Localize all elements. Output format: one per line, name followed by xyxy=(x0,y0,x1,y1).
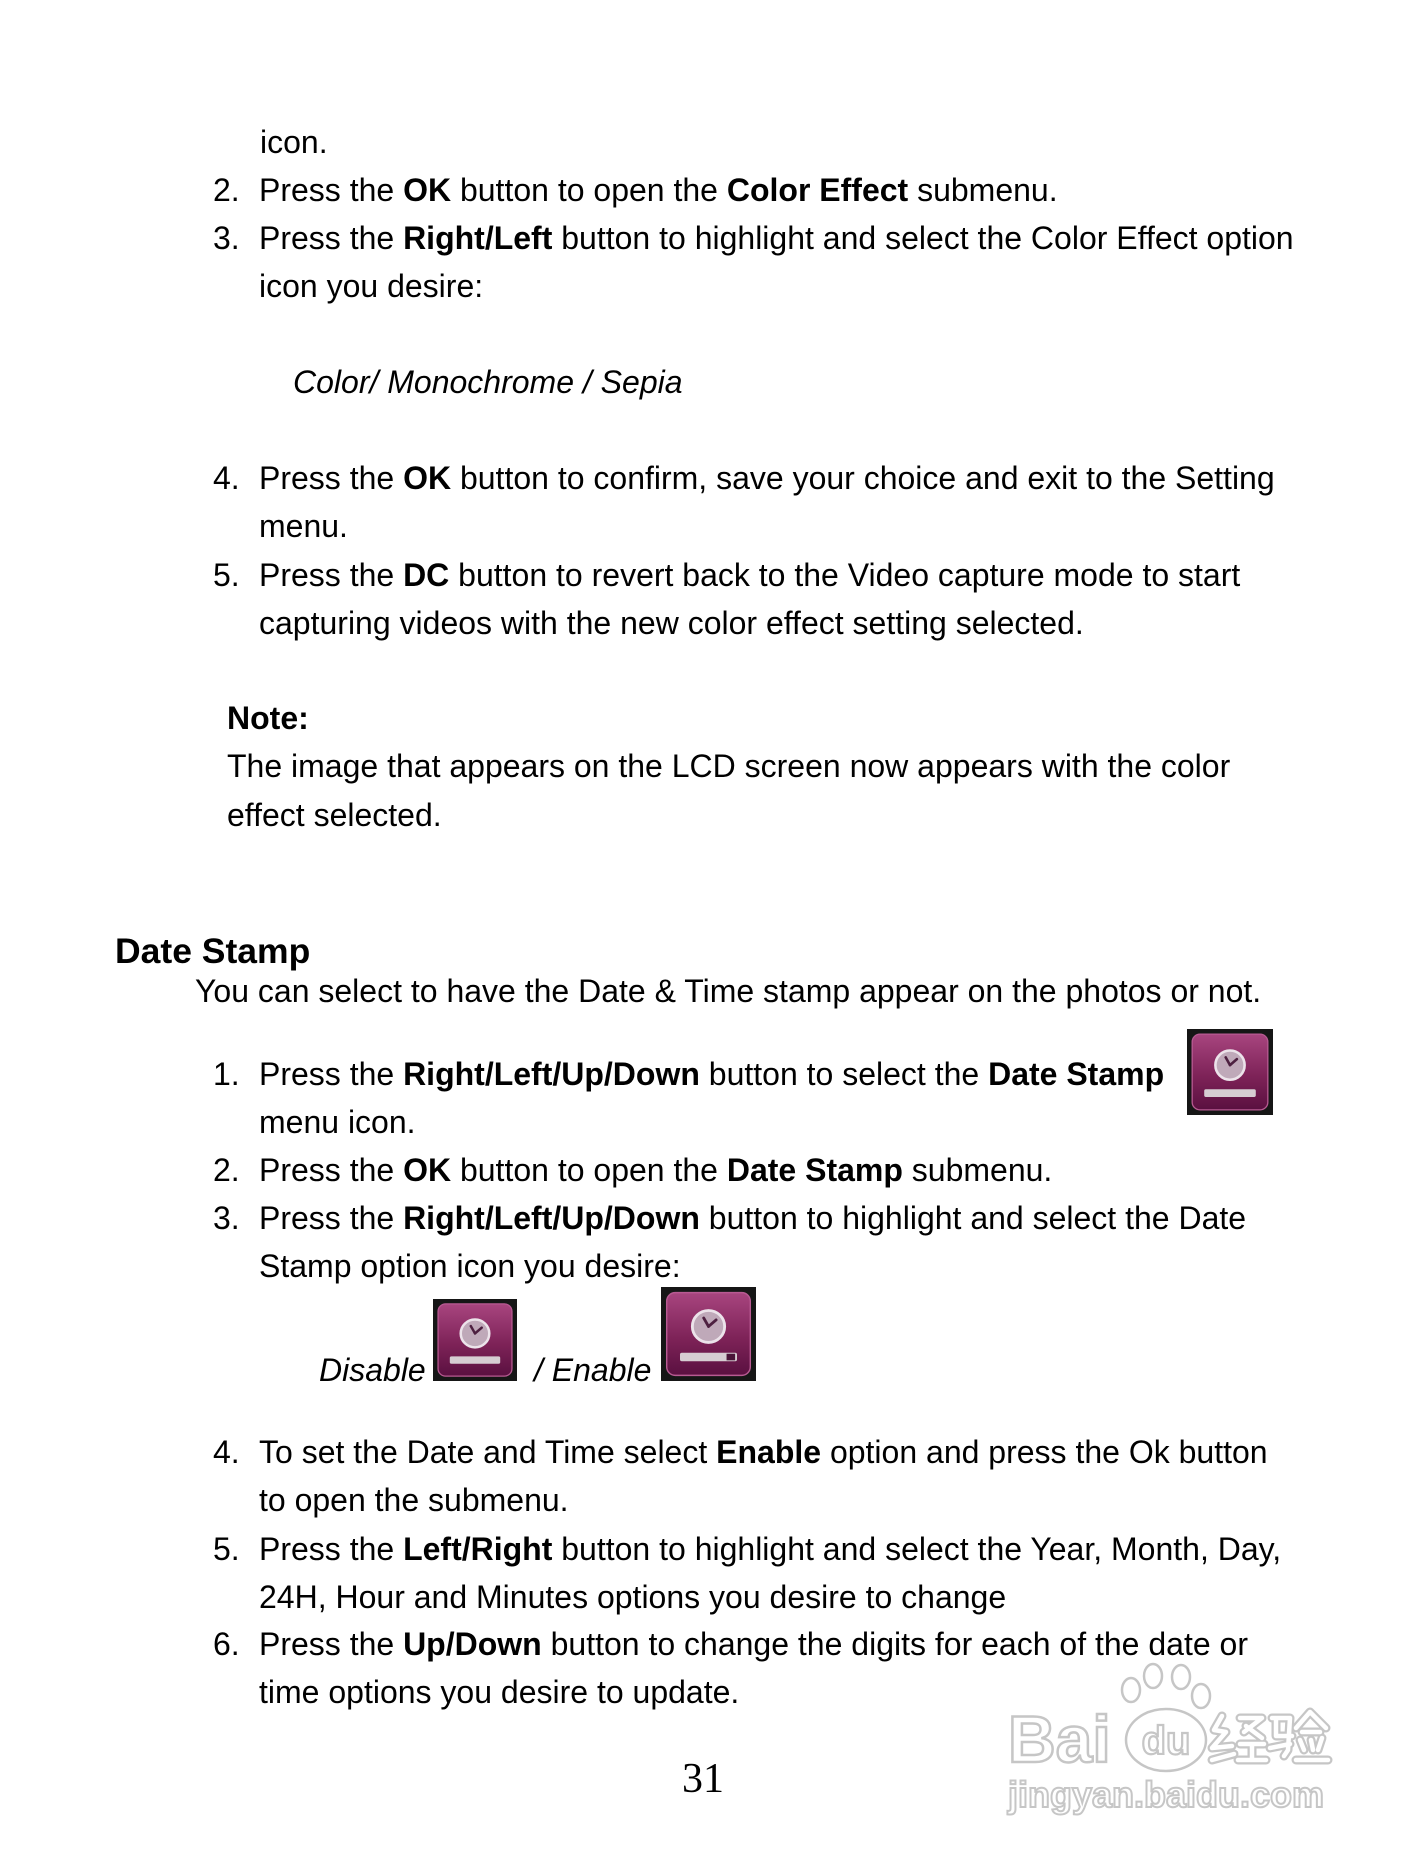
date-stamp-disable-icon-graphic xyxy=(433,1299,517,1381)
step-number: 2. xyxy=(213,1152,240,1188)
bold-term: Right/Left/Up/Down xyxy=(403,1200,700,1236)
text-run: Press the xyxy=(259,1626,404,1662)
option-enable-label: / Enable xyxy=(534,1352,652,1388)
date-stamp-step xyxy=(0,1146,1416,1194)
note-text-line: effect selected. xyxy=(227,797,442,833)
step-number: 6. xyxy=(213,1626,240,1662)
step-number: 3. xyxy=(213,220,240,256)
bold-term: Up/Down xyxy=(403,1626,542,1662)
text-run: menu. xyxy=(259,508,348,544)
step-text-line xyxy=(259,454,1275,502)
bold-term: Left/Right xyxy=(403,1531,553,1567)
text-run: Press the xyxy=(259,1056,404,1092)
step-number: 4. xyxy=(213,1434,240,1470)
step-text-line xyxy=(259,1098,416,1146)
bold-term: DC xyxy=(403,557,450,593)
text-run: Press the xyxy=(259,1200,404,1236)
text-run: button to select the xyxy=(699,1056,989,1092)
date-stamp-enable-icon-graphic xyxy=(661,1287,756,1381)
step-text-line xyxy=(259,1668,739,1716)
date-stamp-disable-icon xyxy=(433,1299,517,1381)
watermark-cn-glyphs xyxy=(1212,1712,1328,1760)
date-stamp-step xyxy=(0,1525,1416,1615)
step-number: 2. xyxy=(213,172,240,208)
text-run: Press the xyxy=(259,172,404,208)
text-run: Press the xyxy=(259,1152,404,1188)
watermark-url: jingyan.baidu.com xyxy=(1008,1774,1325,1815)
text-run: submenu. xyxy=(908,172,1058,208)
text-run: Press the xyxy=(259,220,404,256)
watermark-graphic xyxy=(1000,1660,1340,1830)
step-text-line xyxy=(259,551,1240,599)
step-number: 4. xyxy=(213,460,240,496)
clock-icon xyxy=(461,1320,490,1348)
date-stamp-intro: You can select to have the Date & Time stamp appear on the photos or not. xyxy=(195,973,1262,1009)
step-number: 1. xyxy=(213,1056,240,1092)
text-run: button to open the xyxy=(451,172,727,208)
step-number: 5. xyxy=(213,557,240,593)
text-run: button to highlight and select the Color Effect option xyxy=(552,220,1294,256)
text-run: button to confirm, save your choice and exit to the Setting xyxy=(451,460,1275,496)
step-text-line xyxy=(259,166,1058,214)
text-run: Press the xyxy=(259,460,404,496)
bold-term: Right/Left xyxy=(403,220,553,256)
text-run: button to highlight and select the Date xyxy=(699,1200,1247,1236)
watermark-brand-paw-text: du xyxy=(1141,1719,1191,1763)
stamp-bar xyxy=(1204,1089,1256,1097)
color-effect-options: Color/ Monochrome / Sepia xyxy=(293,364,683,400)
text-run: button to change the digits for each of the date or xyxy=(541,1626,1248,1662)
clock-icon xyxy=(1215,1051,1244,1080)
text-run: button to open the xyxy=(451,1152,727,1188)
bold-term: Enable xyxy=(716,1434,822,1470)
color-effect-step xyxy=(0,454,1416,544)
text-run: Press the xyxy=(259,1531,404,1567)
text-run: capturing videos with the new color effect setting selected. xyxy=(259,605,1084,641)
watermark-brand: Bai xyxy=(1008,1702,1111,1776)
option-disable-label: Disable xyxy=(319,1352,426,1388)
color-effect-step xyxy=(0,214,1416,304)
bold-term: OK xyxy=(403,460,452,496)
continuation-text: icon. xyxy=(260,124,328,160)
step-text-line xyxy=(259,1050,1164,1098)
step-text-line xyxy=(259,1194,1246,1242)
date-stamp-step xyxy=(0,1194,1416,1284)
bold-term: OK xyxy=(403,1152,452,1188)
note-title: Note: xyxy=(227,700,309,736)
text-run: button to revert back to the Video capture mode to start xyxy=(449,557,1241,593)
bold-term: OK xyxy=(403,172,452,208)
text-run: icon you desire: xyxy=(259,268,484,304)
step-number: 3. xyxy=(213,1200,240,1236)
step-text-line xyxy=(259,599,1084,647)
text-run: 24H, Hour and Minutes options you desire to change xyxy=(259,1579,1007,1615)
step-text-line xyxy=(259,1242,681,1290)
bold-term: Right/Left/Up/Down xyxy=(403,1056,700,1092)
bold-term: Date Stamp xyxy=(988,1056,1165,1092)
note-text-line: The image that appears on the LCD screen now appears with the color xyxy=(227,748,1231,784)
text-run: To set the Date and Time select xyxy=(259,1434,717,1470)
text-run: submenu. xyxy=(902,1152,1053,1188)
step-text-line xyxy=(259,502,348,550)
bold-term: Color Effect xyxy=(726,172,909,208)
text-run: Press the xyxy=(259,557,404,593)
step-number: 5. xyxy=(213,1531,240,1567)
step-text-line xyxy=(259,1146,1052,1194)
page-number: 31 xyxy=(682,1756,724,1802)
date-stamp-icon-graphic xyxy=(1187,1029,1273,1115)
step-text-line xyxy=(259,262,483,310)
stamp-bar-marker xyxy=(727,1354,736,1361)
step-text-line xyxy=(259,214,1294,262)
step-text-line xyxy=(259,1573,1006,1621)
date-stamp-icon xyxy=(1187,1029,1273,1115)
text-run: time options you desire to update. xyxy=(259,1674,740,1710)
date-stamp-enable-icon xyxy=(661,1287,756,1381)
color-effect-step xyxy=(0,166,1416,214)
watermark xyxy=(1000,1660,1340,1830)
step-text-line xyxy=(259,1525,1281,1573)
step-text-line xyxy=(259,1476,569,1524)
stamp-bar xyxy=(450,1356,500,1363)
text-run: menu icon. xyxy=(259,1104,416,1140)
text-run: button to highlight and select the Year, Month, Day, xyxy=(552,1531,1282,1567)
step-text-line xyxy=(259,1428,1268,1476)
color-effect-step xyxy=(0,551,1416,641)
section-heading-date-stamp: Date Stamp xyxy=(115,931,311,971)
text-run: option and press the Ok button xyxy=(821,1434,1268,1470)
text-run: to open the submenu. xyxy=(259,1482,569,1518)
text-run: Stamp option icon you desire: xyxy=(259,1248,681,1284)
clock-icon xyxy=(692,1311,724,1343)
date-stamp-step xyxy=(0,1428,1416,1518)
bold-term: Date Stamp xyxy=(726,1152,903,1188)
